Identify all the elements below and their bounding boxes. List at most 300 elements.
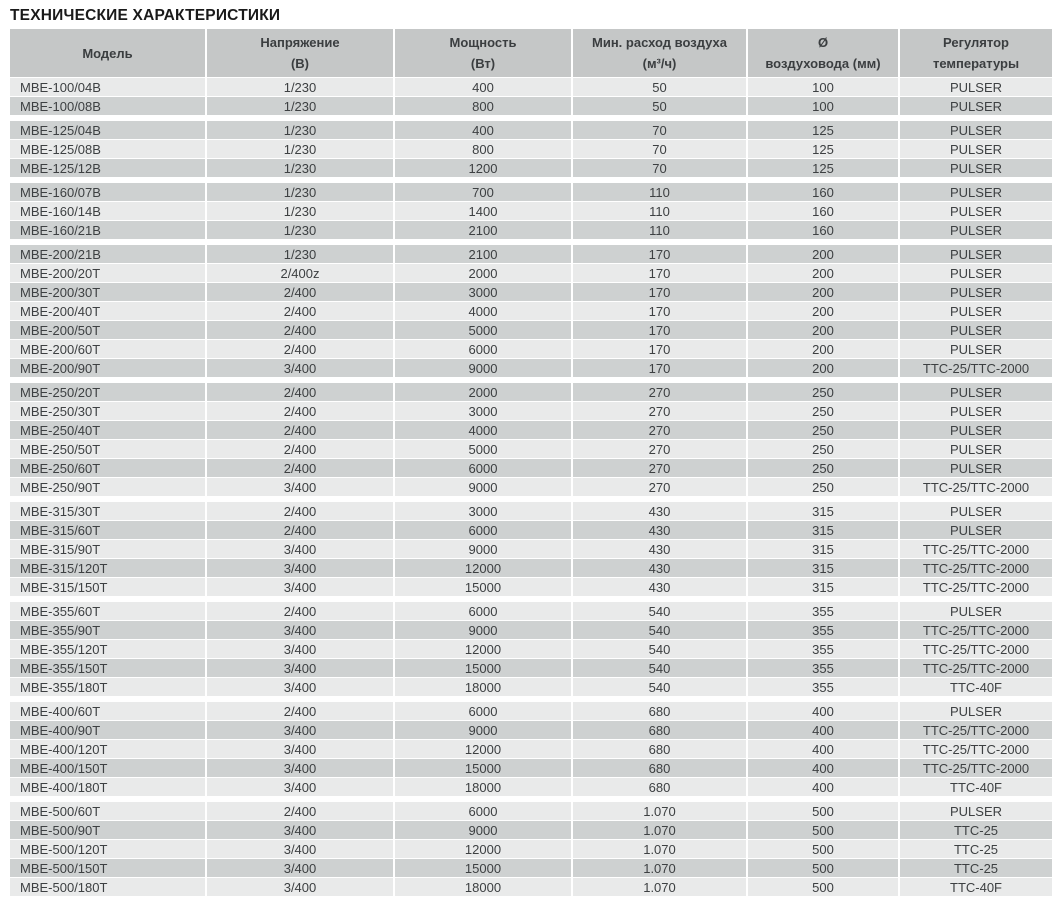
cell-power: 9000 [395, 721, 573, 740]
cell-model: MBE-355/150T [10, 659, 207, 678]
table-row [10, 340, 1052, 359]
cell-model: MBE-250/90T [10, 478, 207, 497]
cell-power: 5000 [395, 440, 573, 459]
table-row [10, 183, 1052, 202]
spec-table-header [10, 29, 1052, 78]
table-row [10, 202, 1052, 221]
cell-reg: PULSER [900, 78, 1052, 97]
spec-table [10, 29, 1052, 897]
cell-airflow: 430 [573, 578, 748, 597]
cell-airflow: 1.070 [573, 802, 748, 821]
cell-model: MBE-200/20T [10, 264, 207, 283]
cell-power: 9000 [395, 359, 573, 378]
cell-power: 4000 [395, 302, 573, 321]
cell-power: 6000 [395, 702, 573, 721]
cell-duct: 160 [748, 202, 900, 221]
cell-duct: 315 [748, 559, 900, 578]
cell-reg: PULSER [900, 802, 1052, 821]
column-header-line: Ø [817, 35, 829, 50]
cell-model: MBE-160/21B [10, 221, 207, 240]
cell-airflow: 270 [573, 459, 748, 478]
table-row [10, 402, 1052, 421]
table-row [10, 621, 1052, 640]
cell-reg: PULSER [900, 202, 1052, 221]
cell-duct: 100 [748, 78, 900, 97]
cell-model: MBE-500/90T [10, 821, 207, 840]
cell-voltage: 2/400 [207, 383, 395, 402]
cell-voltage: 1/230 [207, 245, 395, 264]
cell-voltage: 2/400 [207, 321, 395, 340]
cell-reg: PULSER [900, 440, 1052, 459]
table-row [10, 264, 1052, 283]
cell-duct: 355 [748, 621, 900, 640]
cell-power: 2000 [395, 383, 573, 402]
cell-voltage: 3/400 [207, 740, 395, 759]
cell-reg: TTC-25/TTC-2000 [900, 640, 1052, 659]
cell-voltage: 1/230 [207, 78, 395, 97]
cell-model: MBE-400/180T [10, 778, 207, 797]
cell-voltage: 3/400 [207, 778, 395, 797]
cell-duct: 500 [748, 878, 900, 897]
cell-power: 5000 [395, 321, 573, 340]
cell-duct: 500 [748, 859, 900, 878]
table-row [10, 283, 1052, 302]
cell-voltage: 1/230 [207, 121, 395, 140]
cell-airflow: 680 [573, 759, 748, 778]
column-header-reg [900, 29, 1052, 78]
cell-reg: TTC-25 [900, 821, 1052, 840]
cell-voltage: 2/400 [207, 340, 395, 359]
table-row [10, 778, 1052, 797]
cell-reg: PULSER [900, 264, 1052, 283]
cell-duct: 200 [748, 302, 900, 321]
cell-airflow: 1.070 [573, 840, 748, 859]
cell-power: 700 [395, 183, 573, 202]
cell-voltage: 1/230 [207, 97, 395, 116]
cell-model: MBE-400/90T [10, 721, 207, 740]
cell-voltage: 1/230 [207, 202, 395, 221]
table-row [10, 540, 1052, 559]
cell-duct: 500 [748, 840, 900, 859]
cell-airflow: 70 [573, 159, 748, 178]
cell-model: MBE-250/50T [10, 440, 207, 459]
cell-duct: 200 [748, 283, 900, 302]
column-header-line: Мощность [449, 35, 517, 50]
cell-duct: 125 [748, 140, 900, 159]
column-header-line: (Вт) [470, 56, 496, 71]
cell-airflow: 170 [573, 264, 748, 283]
cell-duct: 100 [748, 97, 900, 116]
table-row [10, 521, 1052, 540]
cell-reg: TTC-25 [900, 859, 1052, 878]
table-row [10, 702, 1052, 721]
cell-model: MBE-125/04B [10, 121, 207, 140]
cell-voltage: 3/400 [207, 578, 395, 597]
table-row [10, 97, 1052, 116]
cell-reg: PULSER [900, 459, 1052, 478]
table-row [10, 421, 1052, 440]
cell-model: MBE-315/30T [10, 502, 207, 521]
cell-reg: TTC-40F [900, 778, 1052, 797]
cell-voltage: 3/400 [207, 640, 395, 659]
cell-reg: PULSER [900, 402, 1052, 421]
cell-duct: 315 [748, 521, 900, 540]
cell-duct: 400 [748, 702, 900, 721]
cell-model: MBE-160/07B [10, 183, 207, 202]
cell-power: 18000 [395, 778, 573, 797]
cell-model: MBE-125/12B [10, 159, 207, 178]
cell-model: MBE-125/08B [10, 140, 207, 159]
cell-power: 18000 [395, 678, 573, 697]
table-row [10, 721, 1052, 740]
cell-voltage: 2/400 [207, 802, 395, 821]
cell-voltage: 2/400z [207, 264, 395, 283]
cell-reg: TTC-25/TTC-2000 [900, 621, 1052, 640]
cell-duct: 200 [748, 245, 900, 264]
cell-power: 9000 [395, 821, 573, 840]
cell-airflow: 680 [573, 778, 748, 797]
cell-duct: 250 [748, 402, 900, 421]
cell-power: 400 [395, 78, 573, 97]
cell-model: MBE-400/120T [10, 740, 207, 759]
cell-model: MBE-250/20T [10, 383, 207, 402]
cell-model: MBE-200/40T [10, 302, 207, 321]
cell-airflow: 170 [573, 283, 748, 302]
table-row [10, 878, 1052, 897]
cell-model: MBE-200/50T [10, 321, 207, 340]
cell-reg: TTC-25/TTC-2000 [900, 540, 1052, 559]
cell-reg: PULSER [900, 159, 1052, 178]
cell-voltage: 3/400 [207, 759, 395, 778]
cell-model: MBE-315/60T [10, 521, 207, 540]
cell-airflow: 170 [573, 302, 748, 321]
cell-duct: 315 [748, 502, 900, 521]
table-row [10, 659, 1052, 678]
cell-voltage: 1/230 [207, 140, 395, 159]
cell-duct: 355 [748, 640, 900, 659]
table-row [10, 759, 1052, 778]
cell-voltage: 1/230 [207, 159, 395, 178]
cell-reg: TTC-25 [900, 840, 1052, 859]
cell-model: MBE-200/21B [10, 245, 207, 264]
cell-reg: PULSER [900, 602, 1052, 621]
cell-airflow: 1.070 [573, 821, 748, 840]
cell-reg: TTC-25/TTC-2000 [900, 659, 1052, 678]
cell-reg: PULSER [900, 340, 1052, 359]
cell-voltage: 3/400 [207, 478, 395, 497]
cell-power: 3000 [395, 502, 573, 521]
cell-airflow: 270 [573, 383, 748, 402]
cell-voltage: 3/400 [207, 659, 395, 678]
cell-reg: PULSER [900, 140, 1052, 159]
cell-power: 6000 [395, 602, 573, 621]
cell-power: 4000 [395, 421, 573, 440]
cell-power: 12000 [395, 740, 573, 759]
cell-power: 1200 [395, 159, 573, 178]
cell-reg: TTC-25/TTC-2000 [900, 478, 1052, 497]
cell-power: 6000 [395, 459, 573, 478]
cell-voltage: 2/400 [207, 459, 395, 478]
column-header-line: температуры [932, 56, 1020, 71]
cell-model: MBE-160/14B [10, 202, 207, 221]
cell-reg: TTC-25/TTC-2000 [900, 721, 1052, 740]
cell-voltage: 2/400 [207, 502, 395, 521]
cell-model: MBE-315/150T [10, 578, 207, 597]
cell-duct: 160 [748, 221, 900, 240]
cell-power: 12000 [395, 640, 573, 659]
cell-voltage: 3/400 [207, 878, 395, 897]
cell-duct: 200 [748, 359, 900, 378]
cell-airflow: 270 [573, 402, 748, 421]
cell-reg: PULSER [900, 183, 1052, 202]
cell-reg: TTC-40F [900, 878, 1052, 897]
cell-power: 3000 [395, 402, 573, 421]
table-row [10, 302, 1052, 321]
cell-power: 15000 [395, 659, 573, 678]
cell-reg: PULSER [900, 521, 1052, 540]
cell-reg: PULSER [900, 502, 1052, 521]
cell-reg: TTC-25/TTC-2000 [900, 559, 1052, 578]
table-row [10, 221, 1052, 240]
cell-duct: 200 [748, 321, 900, 340]
cell-voltage: 2/400 [207, 602, 395, 621]
table-row [10, 383, 1052, 402]
cell-power: 6000 [395, 802, 573, 821]
cell-voltage: 2/400 [207, 440, 395, 459]
cell-duct: 250 [748, 459, 900, 478]
table-row [10, 502, 1052, 521]
cell-power: 6000 [395, 521, 573, 540]
cell-reg: PULSER [900, 383, 1052, 402]
table-row [10, 640, 1052, 659]
cell-airflow: 430 [573, 502, 748, 521]
cell-airflow: 110 [573, 202, 748, 221]
cell-model: MBE-400/150T [10, 759, 207, 778]
cell-duct: 355 [748, 602, 900, 621]
cell-airflow: 70 [573, 121, 748, 140]
cell-power: 15000 [395, 578, 573, 597]
table-row [10, 321, 1052, 340]
column-header-line: Модель [82, 45, 133, 61]
table-row [10, 602, 1052, 621]
cell-power: 18000 [395, 878, 573, 897]
cell-model: MBE-355/90T [10, 621, 207, 640]
cell-model: MBE-100/04B [10, 78, 207, 97]
cell-airflow: 430 [573, 559, 748, 578]
cell-power: 2100 [395, 221, 573, 240]
cell-power: 9000 [395, 621, 573, 640]
cell-model: MBE-250/40T [10, 421, 207, 440]
cell-duct: 500 [748, 821, 900, 840]
cell-airflow: 1.070 [573, 878, 748, 897]
column-header-line: Мин. расход воздуха [592, 35, 727, 50]
cell-model: MBE-355/60T [10, 602, 207, 621]
column-header-voltage [207, 29, 395, 78]
cell-voltage: 3/400 [207, 621, 395, 640]
cell-reg: PULSER [900, 97, 1052, 116]
cell-airflow: 430 [573, 521, 748, 540]
cell-airflow: 170 [573, 359, 748, 378]
cell-duct: 125 [748, 159, 900, 178]
cell-airflow: 540 [573, 640, 748, 659]
cell-reg: PULSER [900, 283, 1052, 302]
cell-power: 6000 [395, 340, 573, 359]
cell-voltage: 3/400 [207, 678, 395, 697]
cell-voltage: 3/400 [207, 540, 395, 559]
spec-table-body [10, 78, 1052, 897]
cell-duct: 500 [748, 802, 900, 821]
cell-model: MBE-315/120T [10, 559, 207, 578]
cell-airflow: 50 [573, 78, 748, 97]
cell-airflow: 50 [573, 97, 748, 116]
cell-duct: 400 [748, 740, 900, 759]
cell-model: MBE-315/90T [10, 540, 207, 559]
cell-duct: 200 [748, 264, 900, 283]
cell-duct: 355 [748, 659, 900, 678]
cell-power: 800 [395, 140, 573, 159]
cell-voltage: 3/400 [207, 359, 395, 378]
cell-airflow: 110 [573, 183, 748, 202]
cell-airflow: 540 [573, 621, 748, 640]
cell-reg: TTC-25/TTC-2000 [900, 759, 1052, 778]
cell-duct: 315 [748, 540, 900, 559]
cell-voltage: 1/230 [207, 221, 395, 240]
column-header-line: (м³/ч) [642, 56, 677, 71]
cell-voltage: 2/400 [207, 521, 395, 540]
cell-duct: 400 [748, 759, 900, 778]
cell-reg: PULSER [900, 702, 1052, 721]
cell-airflow: 270 [573, 440, 748, 459]
cell-duct: 125 [748, 121, 900, 140]
column-header-power [395, 29, 573, 78]
cell-reg: PULSER [900, 245, 1052, 264]
table-row [10, 802, 1052, 821]
table-row [10, 245, 1052, 264]
cell-reg: PULSER [900, 121, 1052, 140]
header-row [10, 29, 1052, 78]
cell-duct: 250 [748, 440, 900, 459]
table-row [10, 478, 1052, 497]
table-row [10, 840, 1052, 859]
cell-model: MBE-355/180T [10, 678, 207, 697]
cell-airflow: 680 [573, 721, 748, 740]
cell-reg: PULSER [900, 321, 1052, 340]
cell-airflow: 170 [573, 321, 748, 340]
table-row [10, 140, 1052, 159]
table-row [10, 359, 1052, 378]
cell-model: MBE-100/08B [10, 97, 207, 116]
column-header-line: воздуховода (мм) [765, 56, 881, 71]
cell-duct: 315 [748, 578, 900, 597]
column-header-line: (В) [290, 56, 310, 71]
table-row [10, 821, 1052, 840]
cell-power: 1400 [395, 202, 573, 221]
cell-airflow: 70 [573, 140, 748, 159]
cell-airflow: 1.070 [573, 859, 748, 878]
cell-voltage: 3/400 [207, 840, 395, 859]
cell-duct: 400 [748, 778, 900, 797]
cell-duct: 355 [748, 678, 900, 697]
cell-airflow: 270 [573, 421, 748, 440]
column-header-airflow [573, 29, 748, 78]
cell-airflow: 680 [573, 702, 748, 721]
cell-power: 15000 [395, 759, 573, 778]
cell-airflow: 170 [573, 340, 748, 359]
cell-power: 2000 [395, 264, 573, 283]
cell-reg: PULSER [900, 221, 1052, 240]
cell-power: 15000 [395, 859, 573, 878]
cell-power: 12000 [395, 559, 573, 578]
cell-model: MBE-200/60T [10, 340, 207, 359]
cell-voltage: 2/400 [207, 283, 395, 302]
cell-airflow: 540 [573, 602, 748, 621]
table-row [10, 159, 1052, 178]
cell-model: MBE-400/60T [10, 702, 207, 721]
cell-voltage: 3/400 [207, 821, 395, 840]
cell-power: 9000 [395, 540, 573, 559]
cell-model: MBE-250/60T [10, 459, 207, 478]
cell-voltage: 3/400 [207, 559, 395, 578]
cell-power: 2100 [395, 245, 573, 264]
page-title: ТЕХНИЧЕСКИЕ ХАРАКТЕРИСТИКИ [10, 7, 281, 24]
cell-airflow: 540 [573, 678, 748, 697]
cell-voltage: 1/230 [207, 183, 395, 202]
cell-reg: PULSER [900, 421, 1052, 440]
cell-power: 9000 [395, 478, 573, 497]
cell-model: MBE-250/30T [10, 402, 207, 421]
column-header-line: Регулятор [943, 35, 1009, 50]
table-row [10, 459, 1052, 478]
table-row [10, 859, 1052, 878]
cell-reg: TTC-25/TTC-2000 [900, 359, 1052, 378]
cell-duct: 250 [748, 421, 900, 440]
cell-reg: PULSER [900, 302, 1052, 321]
cell-voltage: 2/400 [207, 302, 395, 321]
table-row [10, 78, 1052, 97]
cell-voltage: 3/400 [207, 721, 395, 740]
cell-reg: TTC-25/TTC-2000 [900, 740, 1052, 759]
cell-voltage: 2/400 [207, 402, 395, 421]
cell-airflow: 110 [573, 221, 748, 240]
cell-duct: 160 [748, 183, 900, 202]
cell-model: MBE-500/120T [10, 840, 207, 859]
cell-model: MBE-200/90T [10, 359, 207, 378]
table-row [10, 578, 1052, 597]
cell-power: 800 [395, 97, 573, 116]
cell-power: 12000 [395, 840, 573, 859]
cell-voltage: 3/400 [207, 859, 395, 878]
cell-duct: 400 [748, 721, 900, 740]
cell-model: MBE-500/150T [10, 859, 207, 878]
cell-airflow: 430 [573, 540, 748, 559]
cell-duct: 200 [748, 340, 900, 359]
cell-airflow: 680 [573, 740, 748, 759]
cell-airflow: 270 [573, 478, 748, 497]
cell-model: MBE-500/60T [10, 802, 207, 821]
cell-power: 400 [395, 121, 573, 140]
cell-model: MBE-500/180T [10, 878, 207, 897]
cell-model: MBE-355/120T [10, 640, 207, 659]
table-row [10, 121, 1052, 140]
cell-reg: TTC-40F [900, 678, 1052, 697]
cell-airflow: 170 [573, 245, 748, 264]
cell-duct: 250 [748, 478, 900, 497]
cell-voltage: 2/400 [207, 702, 395, 721]
cell-duct: 250 [748, 383, 900, 402]
table-row [10, 678, 1052, 697]
table-row [10, 740, 1052, 759]
column-header-duct [748, 29, 900, 78]
